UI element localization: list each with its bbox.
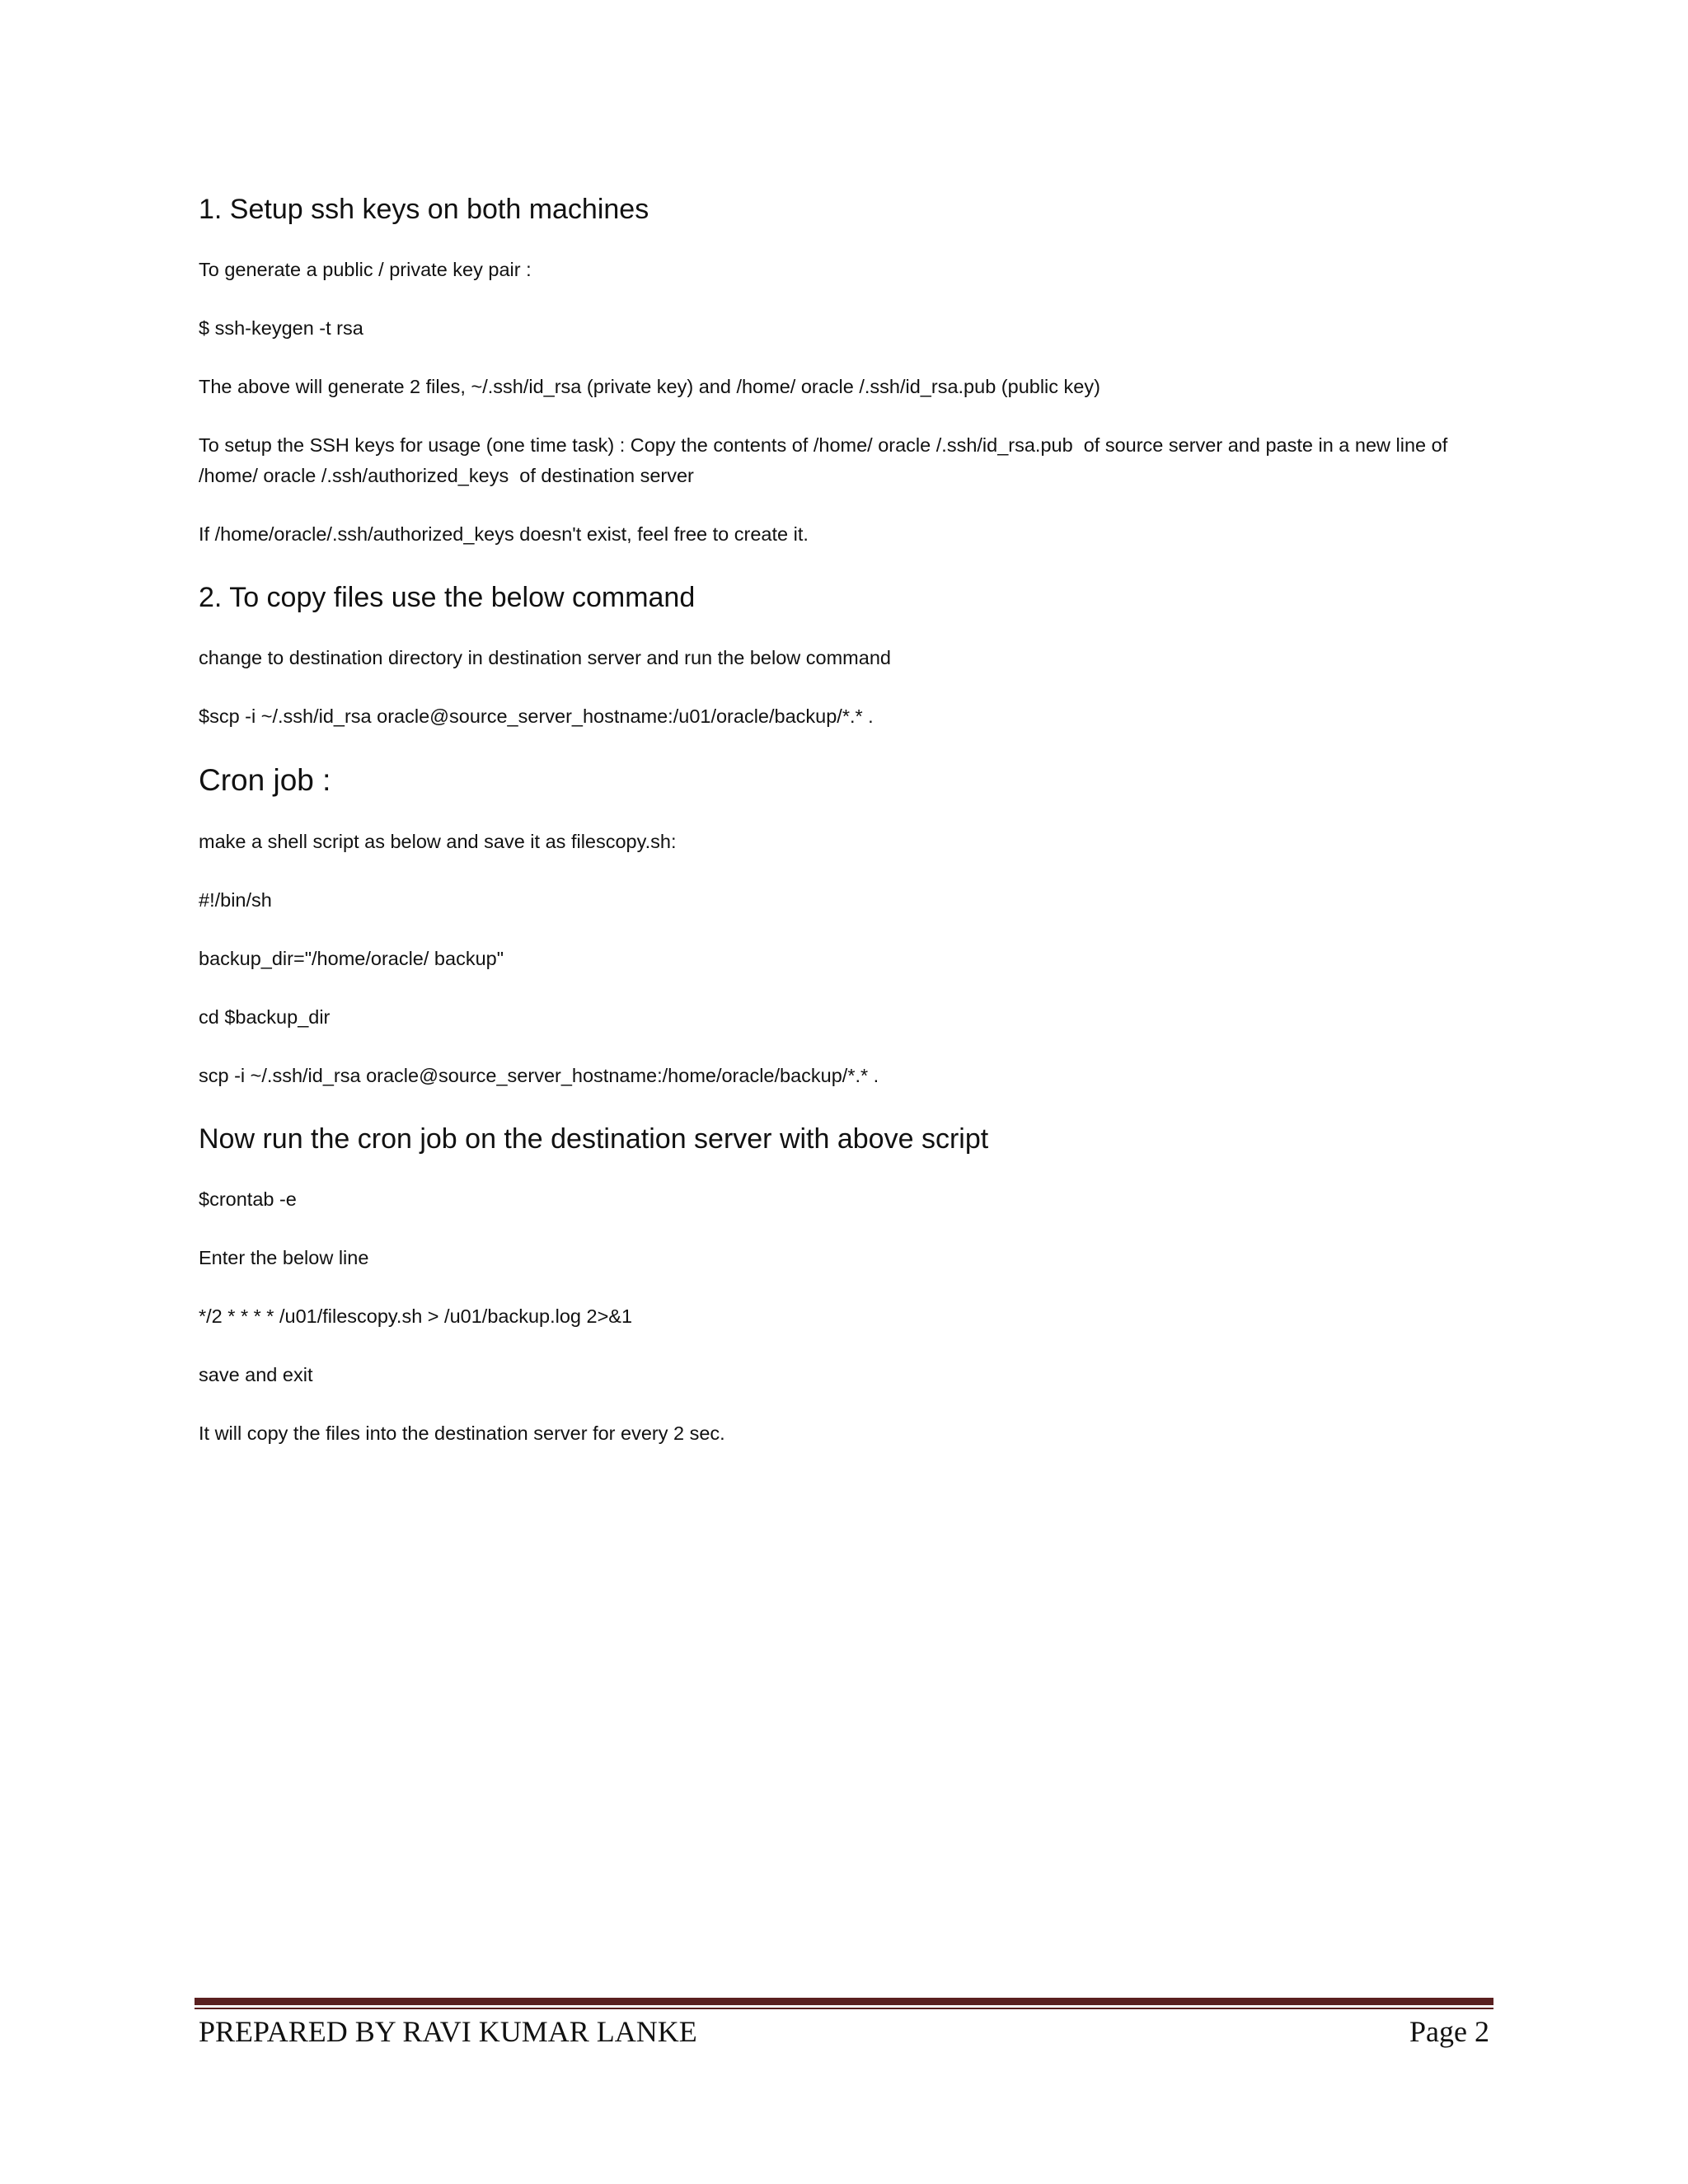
code-line: $crontab -e <box>199 1188 297 1210</box>
page-content <box>199 191 1501 1449</box>
paragraph: The above will generate 2 files, ~/.ssh/id_rsa (private key) and /home/ oracle /.ssh/id_rsa.pub (public key) <box>199 376 1100 397</box>
section-heading-cron-job: Cron job : <box>199 763 331 797</box>
paragraph: To generate a public / private key pair : <box>199 259 532 280</box>
paragraph: To setup the SSH keys for usage (one time task) : Copy the contents of /home/ oracle /.ssh/id_rsa.pub of source server and paste in a new line of /home/ oracle /.ssh/authorized_keys of destination server <box>199 434 1453 486</box>
paragraph: It will copy the files into the destination server for every 2 sec. <box>199 1422 725 1444</box>
paragraph: change to destination directory in destination server and run the below command <box>199 647 891 668</box>
code-line: cd $backup_dir <box>199 1006 331 1028</box>
code-line: backup_dir="/home/oracle/ backup" <box>199 948 504 969</box>
footer-author: PREPARED BY RAVI KUMAR LANKE <box>199 2015 697 2048</box>
page-number: Page 2 <box>1409 2015 1489 2048</box>
code-line: $ ssh-keygen -t rsa <box>199 317 363 339</box>
footer-divider-thick <box>195 1998 1493 2005</box>
code-line: scp -i ~/.ssh/id_rsa oracle@source_server_hostname:/home/oracle/backup/*.* . <box>199 1065 879 1086</box>
code-line: #!/bin/sh <box>199 889 272 911</box>
section-heading-copy-files: 2. To copy files use the below command <box>199 582 696 613</box>
paragraph: save and exit <box>199 1364 313 1385</box>
page-footer <box>199 2011 1489 2052</box>
section-heading-run-cron: Now run the cron job on the destination server with above script <box>199 1123 989 1155</box>
footer-divider <box>195 1998 1493 2009</box>
paragraph: Enter the below line <box>199 1247 369 1268</box>
footer-divider-thin <box>195 2008 1493 2009</box>
code-line: $scp -i ~/.ssh/id_rsa oracle@source_server_hostname:/u01/oracle/backup/*.* . <box>199 705 874 727</box>
section-heading-ssh-keys: 1. Setup ssh keys on both machines <box>199 194 649 225</box>
paragraph: make a shell script as below and save it as filescopy.sh: <box>199 831 677 852</box>
code-line: */2 * * * * /u01/filescopy.sh > /u01/backup.log 2>&1 <box>199 1305 633 1327</box>
paragraph: If /home/oracle/.ssh/authorized_keys doesn't exist, feel free to create it. <box>199 523 809 545</box>
